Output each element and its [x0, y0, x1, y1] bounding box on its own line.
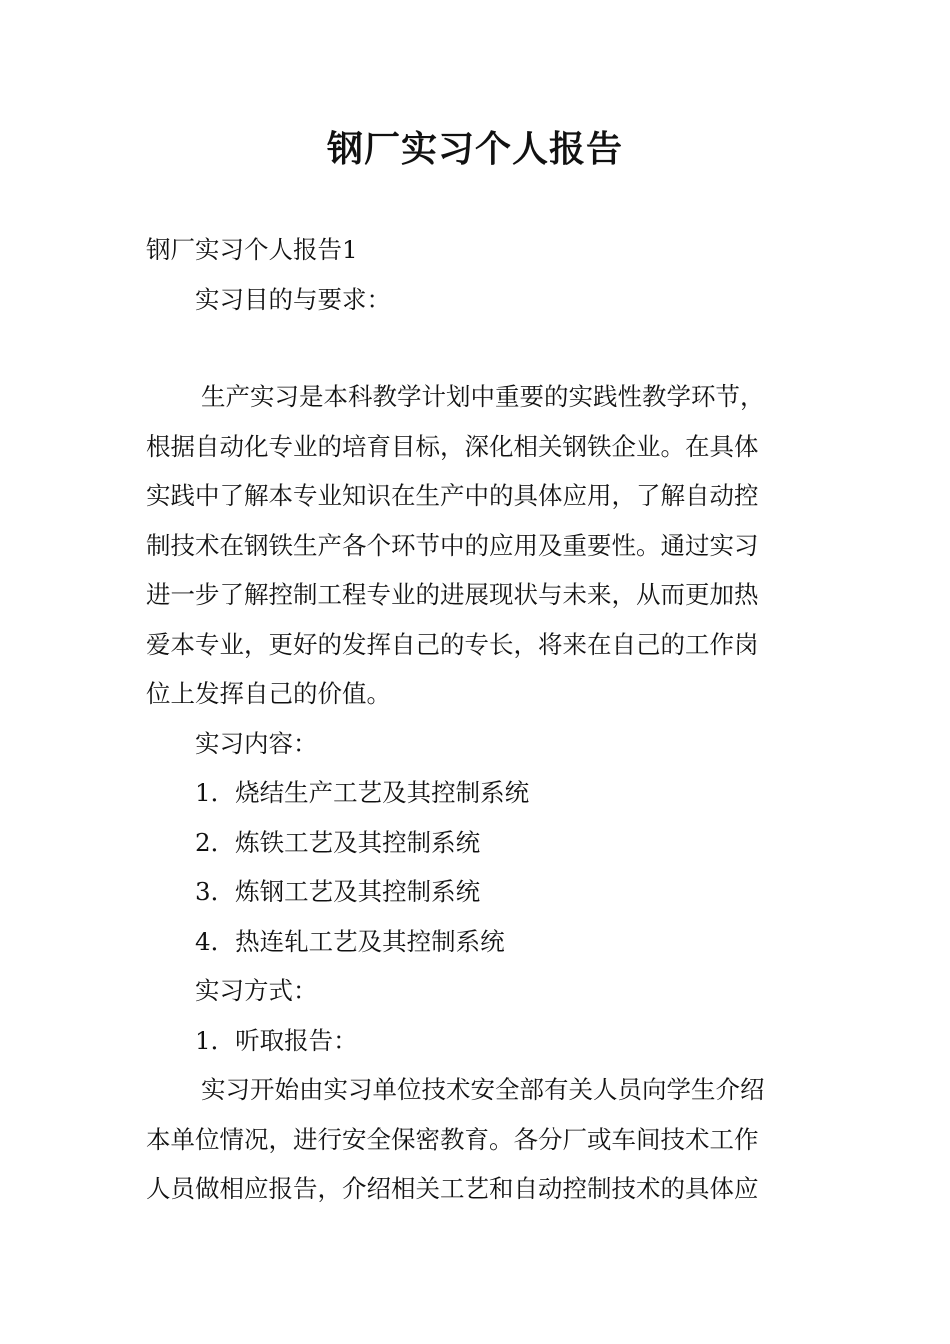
purpose-line-3: 实践中了解本专业知识在生产中的具体应用，了解自动控 — [146, 481, 759, 510]
method-line-2: 本单位情况，进行安全保密教育。各分厂或车间技术工作 — [146, 1124, 759, 1154]
purpose-line-1: 生产实习是本科教学计划中重要的实践性教学环节， — [201, 382, 765, 411]
blank-spacer — [146, 324, 806, 372]
method-item-1: 1．听取报告： — [195, 1025, 358, 1055]
purpose-line-5: 进一步了解控制工程专业的进展现状与未来，从而更加热 — [146, 580, 759, 609]
content-item-4: 4．热连轧工艺及其控制系统 — [195, 926, 505, 956]
purpose-line-6: 爱本专业，更好的发挥自己的专长，将来在自己的工作岗 — [146, 629, 759, 659]
content-item-3: 3．炼钢工艺及其控制系统 — [195, 877, 481, 906]
method-heading: 实习方式： — [195, 976, 318, 1005]
document-body — [146, 225, 806, 1214]
purpose-line-2: 根据自动化专业的培育目标，深化相关钢铁企业。在具体 — [146, 431, 759, 461]
content-item-2: 2．炼铁工艺及其控制系统 — [195, 827, 481, 857]
purpose-paragraph — [146, 372, 806, 719]
method-line-1: 实习开始由实习单位技术安全部有关人员向学生介绍 — [201, 1075, 765, 1104]
section-heading: 钢厂实习个人报告1 — [146, 235, 358, 264]
content-item-1: 1．烧结生产工艺及其控制系统 — [195, 778, 530, 807]
method-line-3: 人员做相应报告，介绍相关工艺和自动控制技术的具体应 — [146, 1174, 759, 1203]
purpose-line-7: 位上发挥自己的价值。 — [146, 679, 391, 708]
document-title: 钢厂实习个人报告 — [326, 129, 623, 170]
purpose-heading: 实习目的与要求： — [195, 284, 391, 314]
method-paragraph — [146, 1065, 806, 1214]
purpose-line-4: 制技术在钢铁生产各个环节中的应用及重要性。通过实习 — [146, 530, 759, 560]
content-heading: 实习内容： — [195, 728, 318, 758]
